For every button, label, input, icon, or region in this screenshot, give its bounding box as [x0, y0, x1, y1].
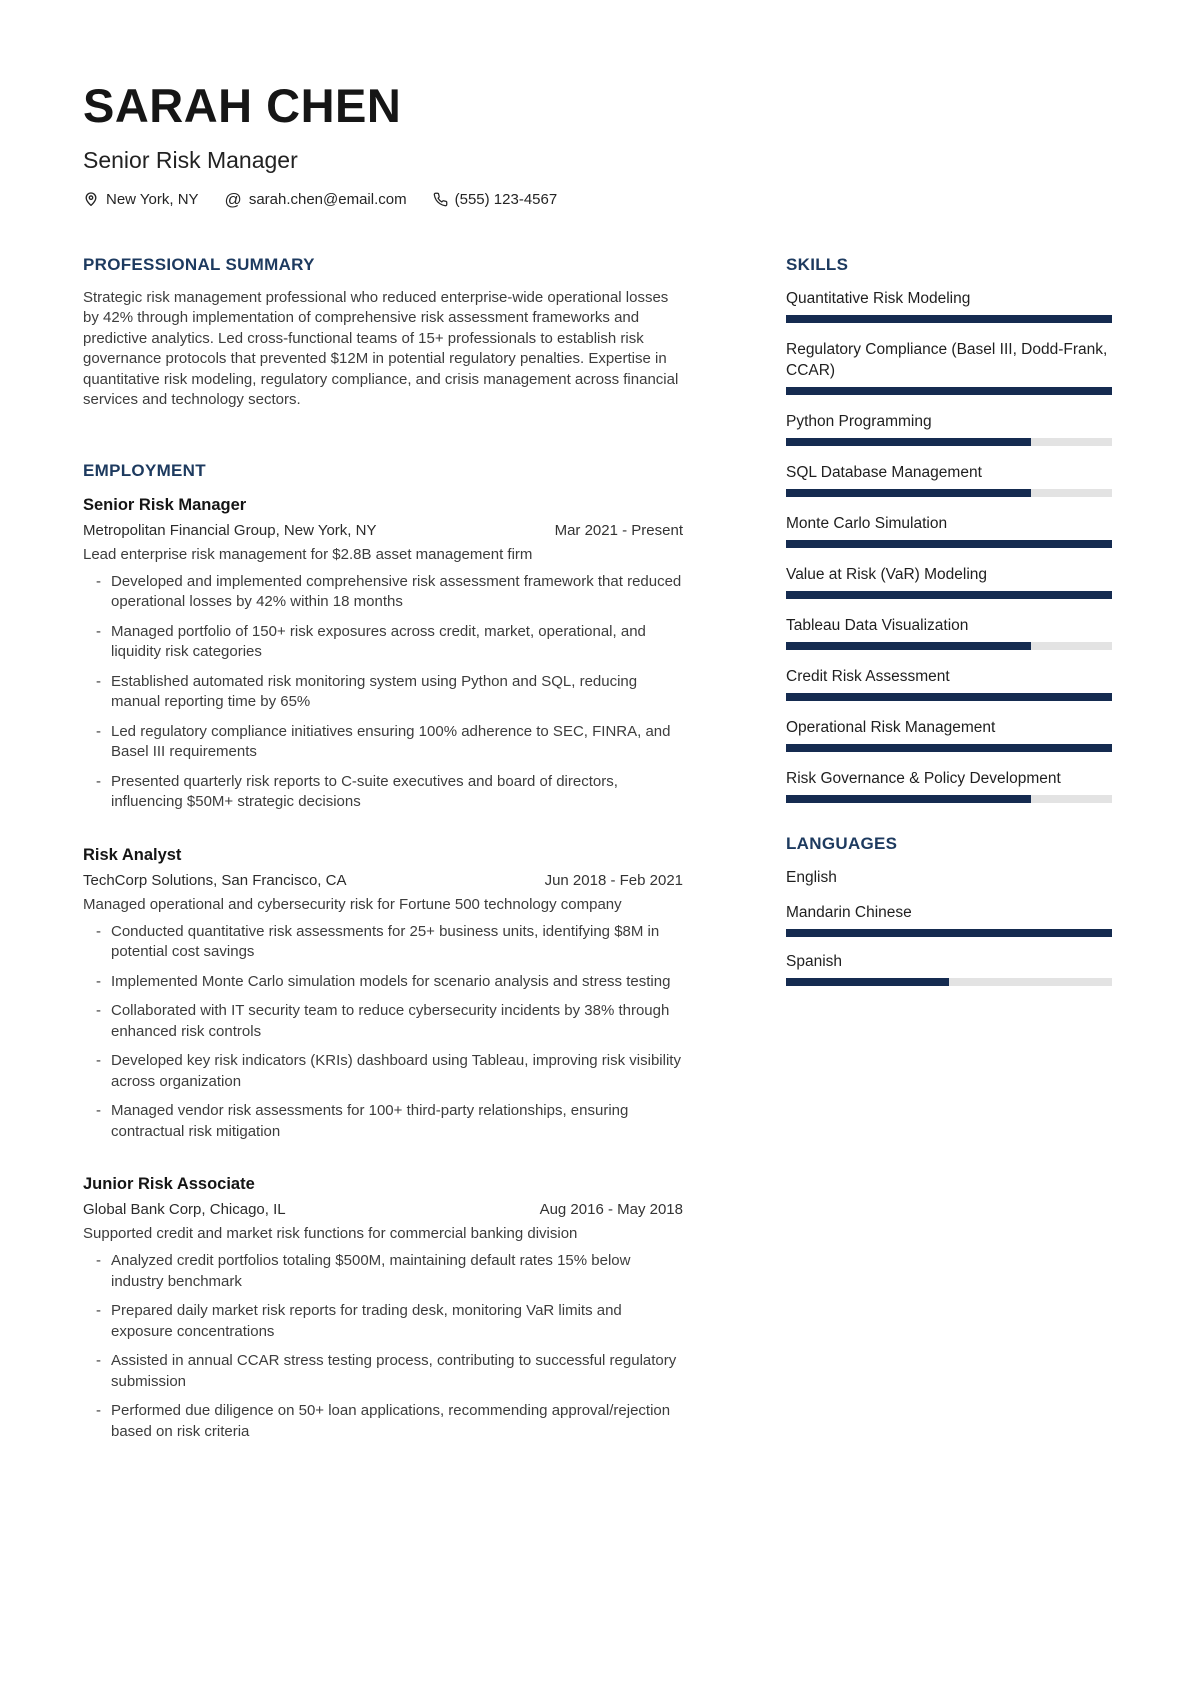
language-item — [786, 902, 1112, 937]
job-bullet — [96, 622, 683, 663]
job-bullet-list — [83, 922, 683, 1143]
contact-email — [225, 191, 407, 208]
skill-label: Mandarin Chinese — [786, 903, 912, 921]
employment-heading: EMPLOYMENT — [83, 460, 206, 480]
two-column-layout — [83, 255, 1112, 1443]
skill-bar-fill — [786, 693, 1112, 701]
skill-label: Credit Risk Assessment — [786, 667, 950, 685]
skill-label: Monte Carlo Simulation — [786, 514, 948, 532]
job-meta-row — [83, 520, 683, 541]
job-bullet — [96, 572, 683, 613]
bullet-dash-marker: - — [96, 972, 101, 990]
bullet-dash-marker: - — [96, 622, 101, 640]
skill-item — [786, 615, 1112, 650]
contact-phone — [433, 191, 558, 208]
language-item — [786, 951, 1112, 986]
skill-bar-fill — [786, 591, 1112, 599]
skill-item — [786, 339, 1112, 395]
skill-label: SQL Database Management — [786, 463, 982, 481]
job-bullet — [96, 1401, 683, 1442]
bullet-dash-marker: - — [96, 722, 101, 740]
language-item — [786, 867, 1112, 888]
skill-label: Quantitative Risk Modeling — [786, 289, 971, 307]
job-meta-row — [83, 1199, 683, 1220]
job-bullet-list — [83, 1251, 683, 1442]
bullet-dash-marker: - — [96, 1002, 101, 1020]
phone-icon — [433, 192, 448, 207]
bullet-dash-marker: - — [96, 672, 101, 690]
skill-bar-fill — [786, 315, 1112, 323]
skill-bar-track — [786, 591, 1112, 599]
languages-section — [786, 834, 1112, 986]
person-job-title: Senior Risk Manager — [83, 146, 298, 173]
job-summary: Managed operational and cybersecurity risk for Fortune 500 technology company — [83, 895, 622, 913]
contact-email-text: sarah.chen@email.com — [248, 190, 407, 208]
job-dates: Aug 2016 - May 2018 — [539, 1201, 683, 1219]
right-column — [786, 255, 1112, 1443]
left-column — [83, 255, 683, 1443]
job-bullet — [96, 1301, 683, 1342]
skill-item — [786, 411, 1112, 446]
job-bullet — [96, 1001, 683, 1042]
job-bullet — [96, 672, 683, 713]
skill-bar-fill — [786, 489, 1031, 497]
skill-bar-fill — [786, 744, 1112, 752]
job-entry — [83, 1173, 683, 1442]
bullet-text: Assisted in annual CCAR stress testing process, contributing to successful regulatory submission — [111, 1352, 677, 1390]
skill-label: English — [786, 868, 837, 886]
bullet-text: Implemented Monte Carlo simulation models for scenario analysis and stress testing — [111, 972, 671, 990]
skill-bar-track — [786, 315, 1112, 323]
bullet-dash-marker: - — [96, 922, 101, 940]
job-dates: Jun 2018 - Feb 2021 — [544, 871, 683, 889]
summary-text: Strategic risk management professional who reduced enterprise-wide operational losses by 42% through implementation of comprehensive risk assessment frameworks and predictive analytics. Led cross-functional teams of 15+ professionals to establish risk governance protocols that prevented $12M in potential regulatory penalties. Expertise in quantitative risk modeling, regulatory compliance, and crisis management across financial services and technology sectors. — [83, 288, 679, 409]
bullet-dash-marker: - — [96, 572, 101, 590]
bullet-text: Managed portfolio of 150+ risk exposures across credit, market, operational, and liquidity risk categories — [111, 622, 646, 661]
skill-bar-track — [786, 642, 1112, 650]
contact-phone-text: (555) 123-4567 — [454, 190, 558, 208]
bullet-text: Developed and implemented comprehensive risk assessment framework that reduced operational losses by 42% within 18 months — [111, 572, 682, 611]
bullet-text: Presented quarterly risk reports to C-suite executives and board of directors, influencing $50M+ strategic decisions — [111, 772, 618, 811]
skill-label: Risk Governance & Policy Development — [786, 769, 1061, 787]
bullet-text: Analyzed credit portfolios totaling $500M, maintaining default rates 15% below industry benchmark — [111, 1252, 631, 1290]
contact-location-text: New York, NY — [106, 190, 199, 208]
job-bullet-list — [83, 572, 683, 813]
skill-item — [786, 717, 1112, 752]
job-title: Senior Risk Manager — [83, 495, 247, 514]
skill-bar-fill — [786, 540, 1112, 548]
bullet-dash-marker: - — [96, 1252, 101, 1270]
job-title: Risk Analyst — [83, 845, 182, 864]
skills-heading: SKILLS — [786, 254, 849, 274]
bullet-text: Developed key risk indicators (KRIs) dashboard using Tableau, improving risk visibility across organization — [111, 1052, 681, 1090]
bullet-text: Performed due diligence on 50+ loan applications, recommending approval/rejection based on risk criteria — [111, 1402, 671, 1440]
header — [83, 79, 1112, 209]
job-company: TechCorp Solutions, San Francisco, CA — [83, 871, 347, 889]
skill-label: Tableau Data Visualization — [786, 616, 969, 634]
bullet-dash-marker: - — [96, 1302, 101, 1320]
job-bullet — [96, 922, 683, 963]
skill-bar-track — [786, 978, 1112, 986]
bullet-dash-marker: - — [96, 1102, 101, 1120]
skill-bar-fill — [786, 978, 949, 986]
skill-label: Python Programming — [786, 412, 932, 430]
language-list — [786, 867, 1112, 986]
skill-list — [786, 288, 1112, 803]
summary-heading: PROFESSIONAL SUMMARY — [83, 254, 315, 274]
person-name: SARAH CHEN — [83, 79, 402, 132]
skill-bar-track — [786, 540, 1112, 548]
skill-item — [786, 666, 1112, 701]
bullet-dash-marker: - — [96, 1352, 101, 1370]
bullet-text: Conducted quantitative risk assessments for 25+ business units, identifying $8M in potential cost savings — [111, 922, 660, 961]
bullet-text: Managed vendor risk assessments for 100+ third-party relationships, ensuring contractual risk mitigation — [111, 1102, 629, 1140]
job-company: Metropolitan Financial Group, New York, NY — [83, 521, 377, 539]
employment-section — [83, 461, 683, 1443]
contact-location — [83, 191, 199, 208]
job-entry — [83, 844, 683, 1143]
skill-item — [786, 513, 1112, 548]
skill-label: Operational Risk Management — [786, 718, 996, 736]
bullet-dash-marker: - — [96, 1052, 101, 1070]
skill-bar-track — [786, 744, 1112, 752]
bullet-text: Led regulatory compliance initiatives ensuring 100% adherence to SEC, FINRA, and Basel III requirements — [111, 722, 671, 761]
skill-bar-fill — [786, 387, 1112, 395]
skill-bar-track — [786, 438, 1112, 446]
job-bullet — [96, 1351, 683, 1392]
skill-item — [786, 768, 1112, 803]
job-company: Global Bank Corp, Chicago, IL — [83, 1201, 286, 1219]
skill-bar-fill — [786, 438, 1031, 446]
bullet-dash-marker: - — [96, 1402, 101, 1420]
job-dates: Mar 2021 - Present — [554, 521, 683, 539]
skill-bar-fill — [786, 642, 1031, 650]
job-entry — [83, 494, 683, 813]
skill-item — [786, 288, 1112, 323]
skill-bar-track — [786, 929, 1112, 937]
summary-section — [83, 255, 683, 411]
skills-section — [786, 255, 1112, 803]
job-meta-row — [83, 870, 683, 891]
job-bullet — [96, 972, 683, 993]
job-bullet — [96, 722, 683, 763]
job-bullet — [96, 772, 683, 813]
bullet-dash-marker: - — [96, 772, 101, 790]
job-bullet — [96, 1051, 683, 1092]
skill-label: Spanish — [786, 952, 843, 970]
job-bullet — [96, 1251, 683, 1292]
skill-bar-track — [786, 795, 1112, 803]
skill-label: Value at Risk (VaR) Modeling — [786, 565, 988, 583]
job-summary: Supported credit and market risk functions for commercial banking division — [83, 1225, 578, 1243]
skill-label: Regulatory Compliance (Basel III, Dodd-Frank, CCAR) — [786, 340, 1108, 379]
at-sign-icon: @ — [224, 189, 242, 209]
bullet-text: Prepared daily market risk reports for trading desk, monitoring VaR limits and exposure concentrations — [111, 1302, 622, 1340]
job-list — [83, 494, 683, 1443]
bullet-text: Established automated risk monitoring system using Python and SQL, reducing manual reporting time by 65% — [111, 672, 638, 711]
skill-item — [786, 462, 1112, 497]
skill-bar-fill — [786, 929, 1112, 937]
contact-row — [83, 191, 1112, 208]
languages-heading: LANGUAGES — [786, 833, 898, 853]
skill-bar-track — [786, 489, 1112, 497]
skill-bar-track — [786, 387, 1112, 395]
skill-bar-fill — [786, 795, 1031, 803]
job-bullet — [96, 1101, 683, 1142]
job-summary: Lead enterprise risk management for $2.8B asset management firm — [83, 545, 533, 563]
location-pin-icon — [83, 191, 99, 207]
skill-bar-track — [786, 693, 1112, 701]
skill-item — [786, 564, 1112, 599]
bullet-text: Collaborated with IT security team to reduce cybersecurity incidents by 38% through enhanced risk controls — [111, 1002, 670, 1040]
job-title: Junior Risk Associate — [83, 1175, 255, 1194]
